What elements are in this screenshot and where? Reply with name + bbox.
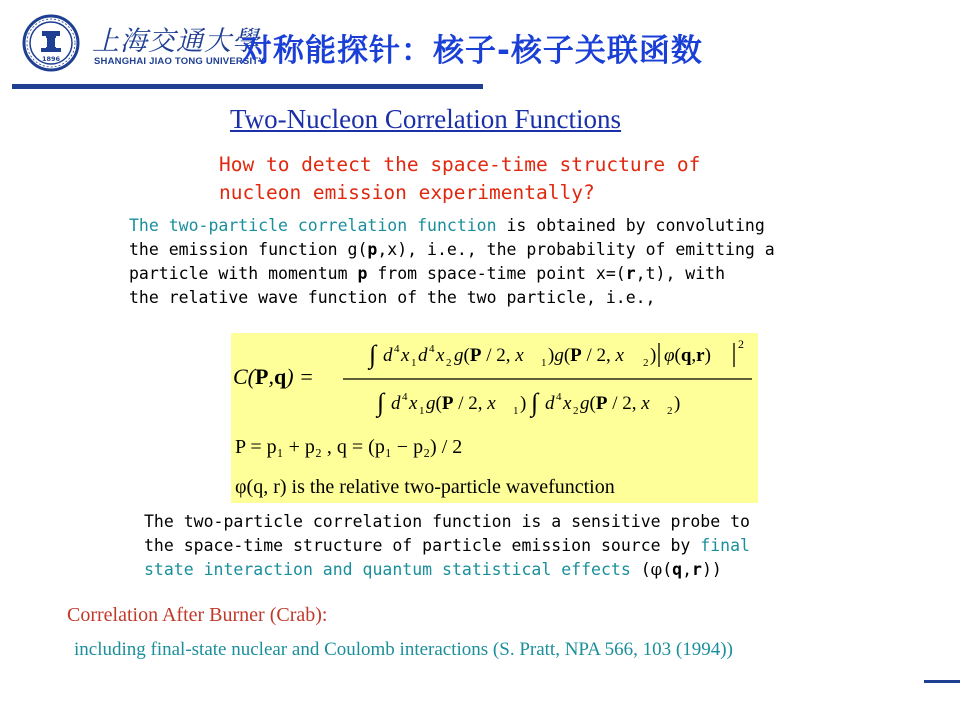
svg-text:)g(P / 2, x: )g(P / 2, x: [548, 345, 624, 366]
slide-title: 对称能探针：核子-核子关联函数: [241, 33, 703, 69]
para2-paren-inner: (: [662, 560, 673, 579]
svg-text:2: 2: [738, 337, 744, 351]
para1-line-2-b: ,x), i.e., the probability of emitting a: [377, 240, 775, 259]
university-seal-icon: [22, 14, 80, 72]
question-text: [219, 151, 700, 207]
para1-line-1: [129, 214, 775, 238]
r-symbol: r: [692, 560, 702, 579]
svg-text:g(P / 2, x: g(P / 2, x: [580, 393, 650, 414]
phi-symbol: φ: [650, 560, 663, 579]
question-line-1: How to detect the space-time structure of: [219, 153, 701, 176]
svg-text:d: d: [391, 393, 401, 414]
svg-text:d: d: [383, 345, 393, 366]
para1-line-3: [129, 262, 775, 286]
svg-text:1: 1: [541, 357, 547, 369]
correlation-function-equation: [233, 337, 752, 418]
crab-heading: Correlation After Burner (Crab):: [67, 604, 328, 626]
svg-text:2: 2: [643, 357, 649, 369]
svg-text:4: 4: [394, 343, 400, 355]
svg-text:1: 1: [411, 357, 417, 369]
svg-text:φ(q,r): φ(q,r): [664, 345, 711, 366]
para1-line-3-b: from space-time point x=(: [367, 264, 626, 283]
para1-line-4: the relative wave function of the two particle, i.e.,: [129, 288, 656, 307]
para1-line-1-rest: is obtained by convoluting: [496, 216, 765, 235]
svg-text:2: 2: [573, 405, 579, 417]
para1-line-3-a: particle with momentum: [129, 264, 358, 283]
para1-line-2-a: the emission function g(: [129, 240, 368, 259]
svg-text:∫: ∫: [377, 388, 385, 417]
momentum-definitions: P = p₁ + p₂ , q = (p₁ − p₂) / 2: [235, 436, 463, 458]
para2-line-2-a: the space-time structure of particle emission source by: [144, 536, 701, 555]
para2-line-1: The two-particle correlation function is a sensitive probe to: [144, 512, 750, 531]
svg-text:d: d: [545, 393, 555, 414]
final-state-term-start: final: [700, 536, 750, 555]
para2-comma: ,: [682, 560, 693, 579]
wavefunction-definition: φ(q, r) is the relative two-particle wavefunction: [235, 476, 615, 498]
crab-detail: including final-state nuclear and Coulomb interactions (S. Pratt, NPA 566, 103 (1994)): [74, 639, 733, 660]
svg-text:4: 4: [556, 391, 562, 403]
svg-text:x: x: [436, 345, 445, 366]
svg-text:2: 2: [667, 405, 673, 417]
q-symbol: q: [672, 560, 683, 579]
svg-text:x: x: [409, 393, 418, 414]
svg-text:d: d: [418, 345, 428, 366]
svg-text:g(P / 2, x: g(P / 2, x: [426, 393, 496, 414]
momentum-symbol: p: [367, 240, 378, 259]
svg-text:4: 4: [429, 343, 435, 355]
correlation-function-term: The two-particle correlation function: [129, 216, 497, 235]
para1-line-2: [129, 238, 775, 262]
svg-text:∫: ∫: [369, 340, 377, 369]
svg-text:4: 4: [402, 391, 408, 403]
para2-paren-close: )): [701, 560, 722, 579]
final-state-term-end: state interaction and quantum statistical effects: [144, 560, 631, 579]
university-wordmark-cn: 上海交通大學: [92, 26, 260, 57]
para2-paren-open: (: [630, 560, 651, 579]
university-wordmark-en: SHANGHAI JIAO TONG UNIVERSITY: [94, 56, 265, 67]
correlation-formula-box: [231, 333, 758, 503]
svg-text:x: x: [563, 393, 572, 414]
section-subtitle: Two-Nucleon Correlation Functions: [230, 104, 622, 134]
correlation-definition-paragraph: [129, 214, 775, 310]
svg-text:∫: ∫: [531, 388, 539, 417]
seal-year: 1896: [41, 55, 61, 63]
svg-text:C(P,q) =: C(P,q) =: [233, 364, 314, 389]
question-line-2: nucleon emission experimentally?: [219, 181, 595, 204]
probe-paragraph: [144, 510, 750, 582]
svg-text:1: 1: [513, 405, 519, 417]
svg-text:): ): [650, 345, 657, 366]
svg-text:x: x: [401, 345, 410, 366]
svg-text:2: 2: [446, 357, 452, 369]
header-divider: [12, 84, 483, 89]
svg-text:): ): [674, 393, 681, 414]
para2-line-2: [144, 534, 750, 558]
position-symbol: r: [625, 264, 636, 283]
footer-divider: [924, 680, 960, 683]
momentum-symbol: p: [357, 264, 368, 283]
svg-text:): ): [520, 393, 527, 414]
para1-line-3-c: ,t), with: [635, 264, 726, 283]
svg-text:g(P / 2, x: g(P / 2, x: [454, 345, 524, 366]
para2-line-3: [144, 558, 750, 582]
svg-text:1: 1: [419, 405, 425, 417]
